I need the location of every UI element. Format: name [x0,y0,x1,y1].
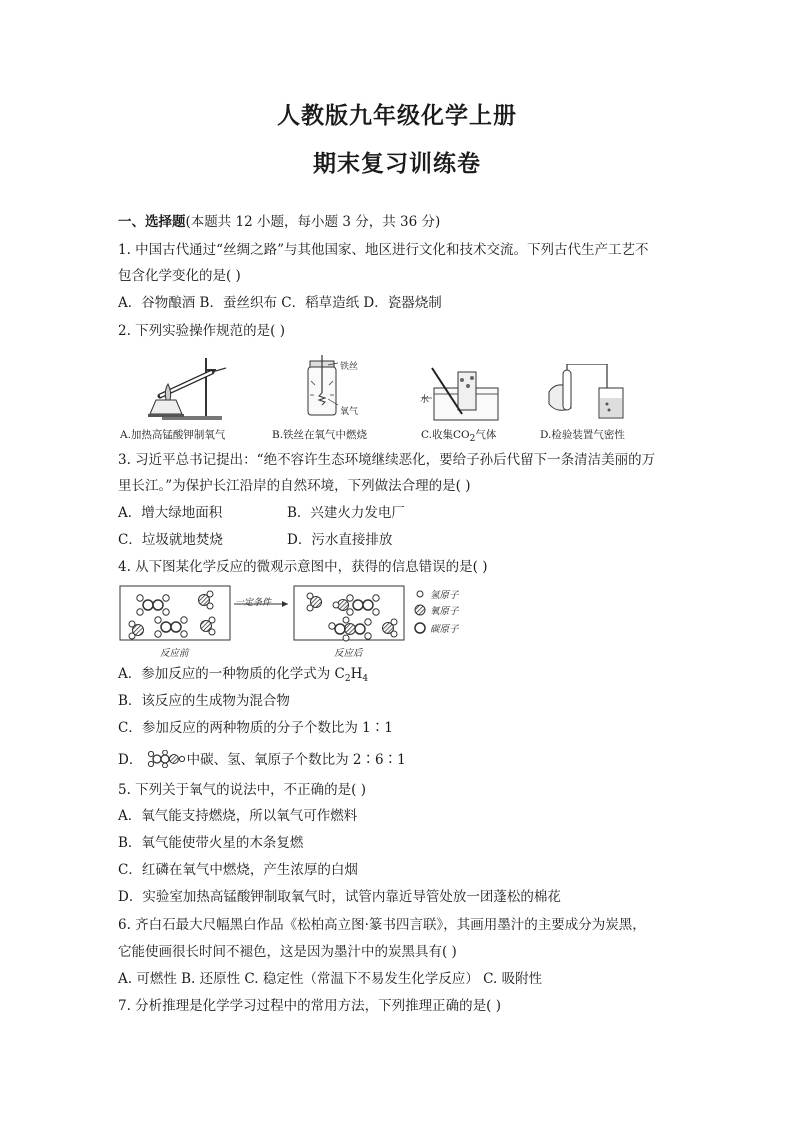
legend-oxygen: 氧原子 [430,606,459,617]
q3-option-d: D．污水直接排放 [287,532,393,548]
page-subtitle: 期末复习训练卷 [313,150,481,177]
q5-option-b: B．氧气能使带火星的木条复燃 [118,835,304,851]
page-title: 人教版九年级化学上册 [277,102,517,129]
q4-option-d: D． 中碳、氢、氧原子个数比为 2∶6∶1 [118,752,406,768]
legend-hydrogen: 氢原子 [430,590,459,601]
apparatus-a-caption: A.加热高锰酸钾制氧气 [120,429,226,441]
q5-line1: 5. 下列关于氧气的说法中，不正确的是( ) [118,782,366,798]
q3-option-b: B．兴建火力发电厂 [287,505,405,521]
q2-line1: 2. 下列实验操作规范的是( ) [118,323,285,339]
q4-option-c: C．参加反应的两种物质的分子个数比为 1∶1 [118,720,393,736]
q3-option-c: C．垃圾就地焚烧 [118,532,223,548]
q4-option-a: A．参加反应的一种物质的化学式为 $C_2H_4$ [118,666,369,684]
q5-option-d: D．实验室加热高锰酸钾制取氧气时，试管内靠近导管处放一团蓬松的棉花 [118,889,561,905]
reaction-diagram [118,584,468,642]
label-after: 反应后 [334,648,363,659]
ethanol-molecule-icon [147,750,187,768]
legend-carbon-symbol [415,623,425,633]
label-oxygen: 氧气 [340,407,359,417]
section-heading [118,212,440,232]
legend-hydrogen-symbol [417,591,423,597]
label-before: 反应前 [160,648,189,659]
q3-line1: 3. 习近平总书记提出：“绝不容许生态环境继续恶化，要给子孙后代留下一条清洁美丽的万 [118,452,656,468]
q1-line2: 包含化学变化的是( ) [118,268,241,284]
apparatus-c-caption: C.收集$CO_2$气体 [421,429,497,444]
apparatus-c-figure [420,366,502,422]
legend-carbon: 碳原子 [430,624,459,635]
apparatus-d-figure [545,364,635,422]
q5-option-c: C．红磷在氧气中燃烧，产生浓厚的白烟 [118,862,358,878]
q1-line1: 1. 中国古代通过“丝绸之路”与其他国家、地区进行文化和技术交流。下列古代生产工艺不 [118,242,649,258]
q6-line2: 它能使画很长时间不褪色，这是因为墨汁中的炭黑具有( ) [118,944,457,960]
q3-option-a: A．增大绿地面积 [118,505,223,521]
apparatus-d-caption: D.检验装置气密性 [540,429,625,441]
section-note: (本题共 12 小题，每小题 3 分，共 36 分) [185,214,441,230]
label-water: 水 [420,395,430,405]
apparatus-b-caption: B.铁丝在氧气中燃烧 [272,429,368,441]
label-iron-wire: 铁丝 [340,362,359,372]
q3-line2: 里长江。”为保护长江沿岸的自然环境，下列做法合理的是( ) [118,478,471,494]
q1-options: A．谷物酿酒 B．蚕丝织布 C．稻草造纸 D．瓷器烧制 [118,295,442,311]
q6-options: A. 可燃性 B. 还原性 C. 稳定性（常温下不易发生化学反应） C. 吸附性 [118,971,543,987]
apparatus-a-figure [120,350,232,424]
q6-line1: 6. 齐白石最大尺幅黑白作品《松柏高立图·篆书四言联》，其画用墨汁的主要成分为炭黑， [118,917,646,933]
q5-option-a: A．氧气能支持燃烧，所以氧气可作燃料 [118,808,358,824]
reaction-condition: 一定条件 [235,598,272,608]
q4-line1: 4. 从下图某化学反应的微观示意图中，获得的信息错误的是( ) [118,559,488,575]
q7-line1: 7. 分析推理是化学学习过程中的常用方法，下列推理正确的是( ) [118,998,501,1014]
legend-oxygen-symbol [415,605,425,615]
section-label: 一、选择题 [118,214,186,230]
q4-option-b: B．该反应的生成物为混合物 [118,693,290,709]
